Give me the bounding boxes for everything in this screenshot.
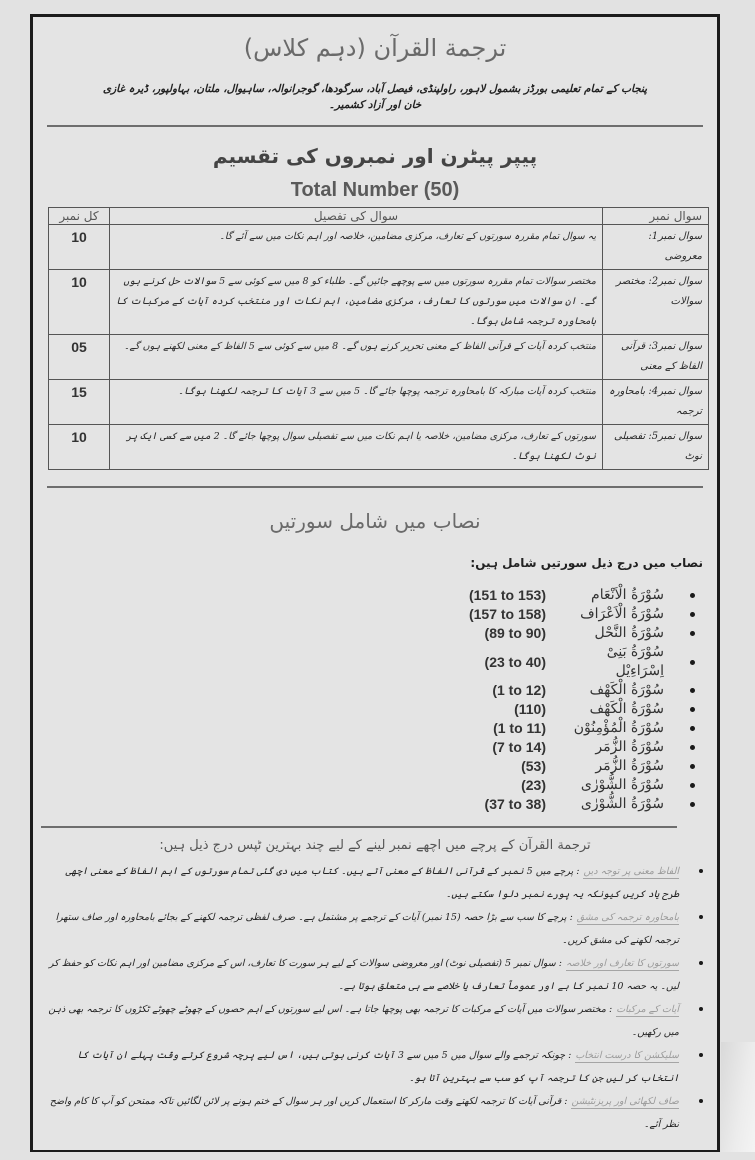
list-item <box>47 757 695 776</box>
bullet-icon <box>699 869 703 873</box>
bullet-icon <box>690 612 695 617</box>
tip-label: سورتوں کا تعارف اور خلاصہ <box>565 958 679 969</box>
bullet-icon <box>690 688 695 693</box>
ayah-range: (37 to 38) <box>484 796 546 812</box>
details-cell: منتخب کردہ آیات مبارکہ کا بامحاورہ ترجمہ پوچھا جائے گا۔ 5 میں سے 3 آیات کا ترجمہ لکھنا ہوگا۔ <box>110 380 603 425</box>
ayah-range: (7 to 14) <box>492 739 546 755</box>
list-item <box>47 643 695 681</box>
surah-name: سُوْرَةُ الزُّمَر <box>595 758 664 774</box>
list-item <box>47 860 703 906</box>
ayah-range: (89 to 90) <box>484 625 546 641</box>
header-question-no: سوال نمبر <box>603 208 709 225</box>
table-row <box>49 270 709 335</box>
pattern-heading: پیپر پیٹرن اور نمبروں کی تقسیم <box>212 144 538 168</box>
marks-cell: 10 <box>49 225 110 270</box>
list-item <box>47 586 695 605</box>
ayah-range: (53) <box>521 758 546 774</box>
table-row <box>49 335 709 380</box>
bullet-icon <box>699 915 703 919</box>
list-item <box>47 605 695 624</box>
marks-cell: 10 <box>49 425 110 470</box>
tip-text: : مختصر سوالات میں آیات کے مرکبات کا ترجمہ بھی پوچھا جاتا ہے۔ اس لیے سورتوں کے اہم حصوں کے چھوٹے چھوٹے ٹکڑوں کا ترجمہ بھی ذہن میں رکھیں۔ <box>48 1004 679 1038</box>
divider <box>41 826 677 828</box>
surah-name: سُوْرَةُ النَّحْل <box>594 625 664 641</box>
ayah-range: (1 to 12) <box>492 682 546 698</box>
bullet-icon <box>699 1053 703 1057</box>
ayah-range: (23) <box>521 777 546 793</box>
question-cell: سوال نمبر2: مختصر سوالات <box>603 270 709 335</box>
surah-list <box>47 586 695 814</box>
list-item <box>47 700 695 719</box>
document-frame <box>30 14 720 1152</box>
tip-text: : سوال نمبر 5 (تفصیلی نوٹ) اور معروضی سوالات کے لیے ہر سورت کا تعارف، اس کے مرکزی مضامین اور اہم نکات کو حفظ کر لیں۔ یہ حصہ 10 نمبر کا ہے اور عموماً تعارف یا خلاصے سے ہی متعلق ہوتا ہے۔ <box>49 958 679 992</box>
header-details: سوال کی تفصیل <box>110 208 603 225</box>
surah-name: سُوْرَةُ الْكَهْف <box>589 701 664 717</box>
list-item <box>47 681 695 700</box>
list-item <box>47 906 703 952</box>
tip-label: بامحاورہ ترجمہ کی مشق <box>576 912 679 923</box>
bullet-icon <box>690 745 695 750</box>
question-cell: سوال نمبر3: قرآنی الفاظ کے معنی <box>603 335 709 380</box>
syllabus-heading: نصاب میں شامل سورتیں <box>269 509 481 533</box>
divider <box>47 486 703 488</box>
bullet-icon <box>699 961 703 965</box>
surah-name: سُوْرَةُ بَنِیْ اِسْرَاءِیْل <box>606 644 664 679</box>
list-item <box>47 1090 703 1136</box>
list-item <box>47 719 695 738</box>
question-cell: سوال نمبر5: تفصیلی نوٹ <box>603 425 709 470</box>
tips-heading: ترجمة القرآن کے پرچے میں اچھے نمبر لینے کے لیے چند بہترین ٹپس درج ذیل ہیں: <box>159 838 591 853</box>
ayah-range: (157 to 158) <box>468 606 546 622</box>
list-item <box>47 998 703 1044</box>
list-item <box>47 738 695 757</box>
bullet-icon <box>690 660 695 665</box>
tip-text: : قرآنی آیات کا ترجمہ لکھتے وقت مارکر کا استعمال کریں اور ہر سوال کے ختم ہونے پر لائن لگائیں تاکہ ممتحن کو آپ کا کام واضح نظر آئے۔ <box>49 1096 679 1130</box>
bullet-icon <box>699 1099 703 1103</box>
surah-name: سُوْرَةُ الشُّوْرٰی <box>580 796 664 812</box>
table-header-row <box>49 208 709 225</box>
tip-label: سلیکشن کا درست انتخاب <box>575 1050 679 1061</box>
list-item <box>47 624 695 643</box>
table-row <box>49 380 709 425</box>
bullet-icon <box>690 783 695 788</box>
question-cell: سوال نمبر4: بامحاورہ ترجمہ <box>603 380 709 425</box>
ayah-range: (110) <box>514 701 546 717</box>
marks-cell: 10 <box>49 270 110 335</box>
table-row <box>49 225 709 270</box>
surah-name: سُوْرَةُ الْاَنْعَام <box>591 587 664 603</box>
paper-pattern-table <box>48 207 709 470</box>
tip-text: : چونکہ ترجمے والے سوال میں 5 میں سے 3 آیات کرنی ہوتی ہیں، اس لیے پرچہ شروع کرتے وقت پہلے ان آیات کا انتخاب کر لیں جن کا ترجمہ آپ کو سب سے بہترین آتا ہو۔ <box>77 1050 679 1084</box>
surah-name: سُوْرَةُ الْمُؤْمِنُوْن <box>573 720 664 736</box>
details-cell: سورتوں کے تعارف، مرکزی مضامین، خلاصہ یا اہم نکات میں سے تفصیلی سوال پوچھا جائے گا۔ 2 میں سے کسی ایک پر نوٹ لکھنا ہوگا۔ <box>110 425 603 470</box>
bullet-icon <box>690 631 695 636</box>
divider <box>47 125 703 127</box>
bullet-icon <box>690 802 695 807</box>
tip-label: صاف لکھائی اور پریزنٹیشن <box>571 1096 679 1107</box>
ayah-range: (23 to 40) <box>484 653 546 670</box>
marks-cell: 15 <box>49 380 110 425</box>
list-item <box>47 776 695 795</box>
surah-name: سُوْرَةُ الزُّمَر <box>595 739 664 755</box>
bullet-icon <box>690 764 695 769</box>
total-number: Total Number (50) <box>290 179 460 201</box>
tip-label: آیات کے مرکبات <box>616 1004 679 1015</box>
question-cell: سوال نمبر1: معروضی <box>603 225 709 270</box>
page-title: ترجمة القرآن (دہم کلاس) <box>243 34 507 62</box>
header-marks: کل نمبر <box>49 208 110 225</box>
list-item <box>47 952 703 998</box>
details-cell: منتخب کردہ آیات کے قرآنی الفاظ کے معنی تحریر کرنے ہوں گے۔ 8 میں سے کوئی سے 5 الفاظ کے معنی لکھنے ہوں گے۔ <box>110 335 603 380</box>
details-cell: مختصر سوالات تمام مقررہ سورتوں میں سے پوچھے جائیں گے۔ طلباء کو 8 میں سے کوئی سے 5 سوالات حل کرنے ہوں گے۔ ان سوالات میں سورتوں کا تعارف، مرکزی مضامین، اہم نکات اور منتخب کردہ آیات کے مرکبات کا بامحاورہ ترجمہ شامل ہوگا۔ <box>110 270 603 335</box>
bullet-icon <box>690 593 695 598</box>
details-cell: یہ سوال تمام مقررہ سورتوں کے تعارف، مرکزی مضامین، خلاصہ اور اہم نکات میں سے آئے گا۔ <box>110 225 603 270</box>
syllabus-intro: نصاب میں درج ذیل سورتیں شامل ہیں: <box>470 556 703 570</box>
bullet-icon <box>699 1007 703 1011</box>
surah-name: سُوْرَةُ الْاَعْرَاف <box>580 606 664 622</box>
tip-text: : پرچے میں 5 نمبر کے قرآنی الفاظ کے معنی آتے ہیں۔ کتاب میں دی گئی تمام سورتوں کے اہم الفاظ کے معنی اچھی طرح یاد کریں کیونکہ یہ پورے نمبر دلوا سکتے ہیں۔ <box>65 866 679 900</box>
tip-label: الفاظ معنی پر توجہ دیں <box>583 866 679 877</box>
surah-name: سُوْرَةُ الشُّوْرٰی <box>580 777 664 793</box>
list-item <box>47 1044 703 1090</box>
boards-note: پنجاب کے تمام تعلیمی بورڈز بشمول لاہور، راولپنڈی، فیصل آباد، سرگودھا، گوجرانوالہ، ساہیوال، ملتان، بہاولپور، ڈیرہ غازی خان اور آزاد کشمیر۔ <box>102 83 648 111</box>
table-row <box>49 425 709 470</box>
bullet-icon <box>690 726 695 731</box>
surah-name: سُوْرَةُ الْكَهْف <box>589 682 664 698</box>
page-curl <box>721 1042 755 1152</box>
tips-list <box>47 860 703 1136</box>
list-item <box>47 795 695 814</box>
marks-cell: 05 <box>49 335 110 380</box>
bullet-icon <box>690 707 695 712</box>
ayah-range: (1 to 11) <box>493 720 546 736</box>
ayah-range: (151 to 153) <box>468 587 546 603</box>
tip-text: : پرچے کا سب سے بڑا حصہ (15 نمبر) آیات کے ترجمے پر مشتمل ہے۔ صرف لفظی ترجمہ لکھنے کے بجائے بامحاورہ اور صاف ستھرا ترجمہ لکھنے کی مشق کریں۔ <box>55 912 679 946</box>
